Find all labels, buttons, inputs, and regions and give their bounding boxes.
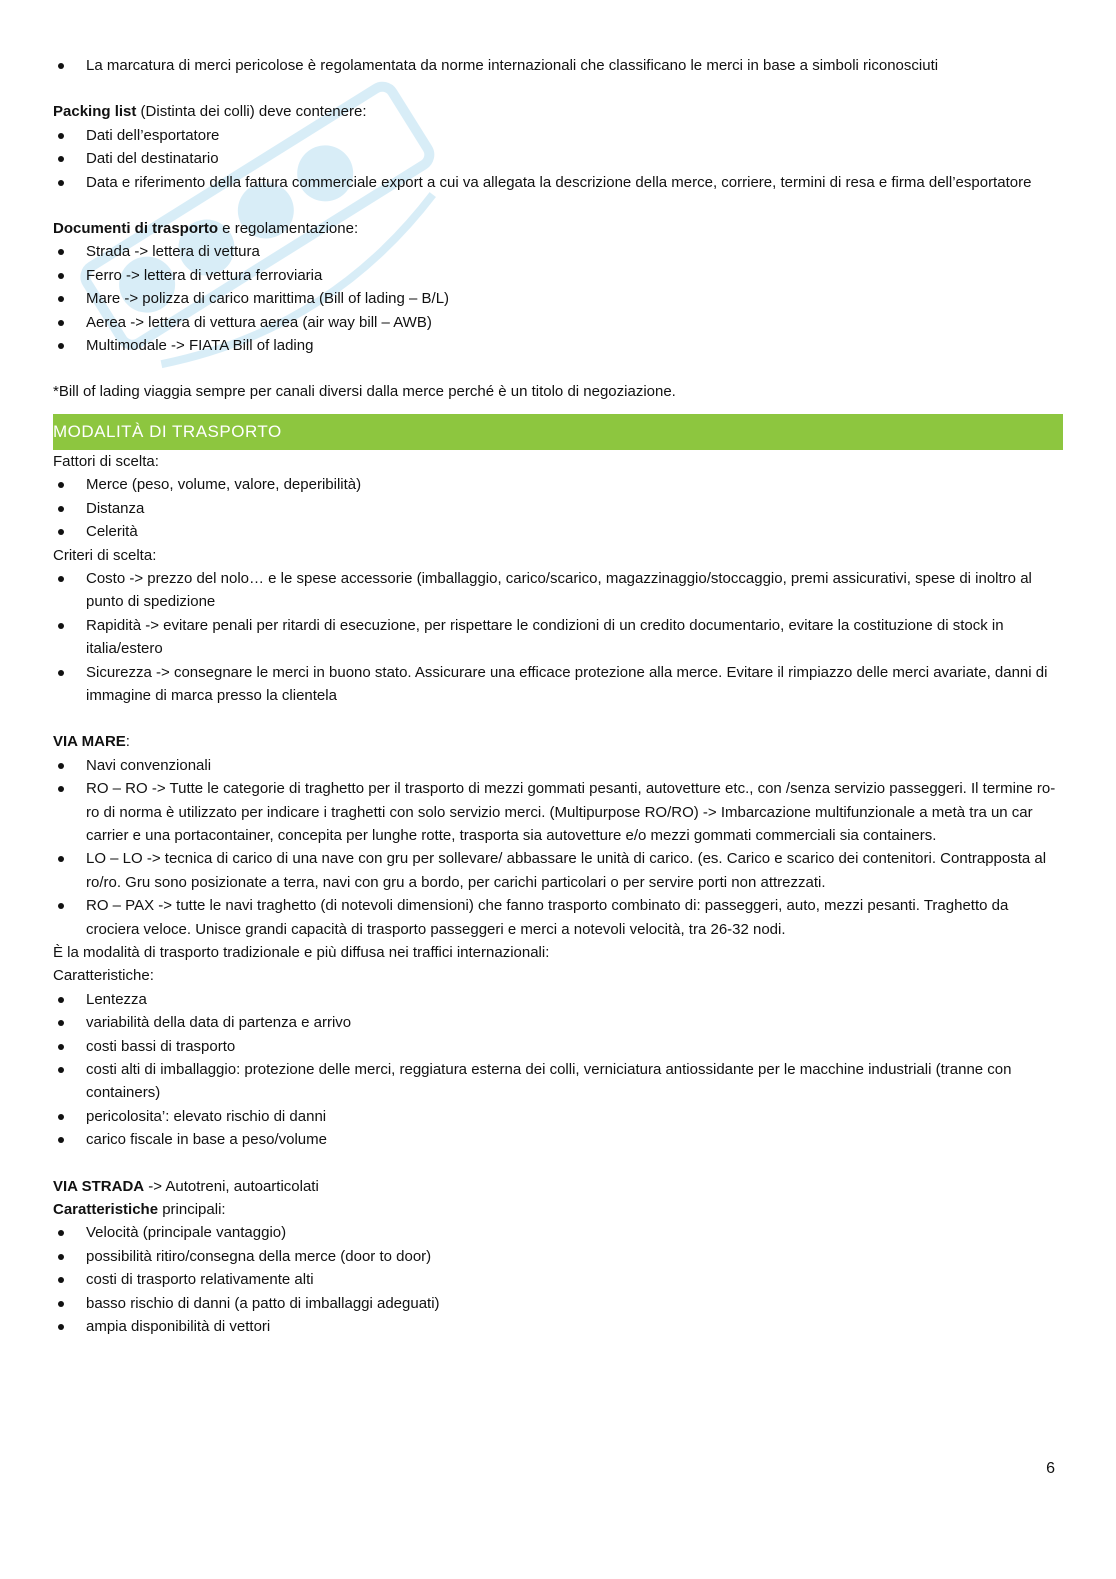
list-item: LO – LO -> tecnica di carico di una nave con gru per sollevare/ abbassare le unità di carico. (es. Carico e scarico dei contenitori. Contrapposta al ro/ro. Gru sono posizionate a terra, navi con gru a bordo, per carichi particolari o per servire porti non attrezzati.	[53, 847, 1063, 894]
section-heading: MODALITÀ DI TRASPORTO	[53, 414, 1063, 450]
list-item: Data e riferimento della fattura commerciale export a cui va allegata la descrizione della merce, corriere, termini di resa e firma dell’esportatore	[53, 171, 1063, 194]
list-item: Distanza	[53, 497, 1063, 520]
list-item: variabilità della data di partenza e arrivo	[53, 1011, 1063, 1034]
factors-list	[53, 473, 1063, 543]
list-item: Dati dell’esportatore	[53, 124, 1063, 147]
list-item: costi alti di imballaggio: protezione delle merci, reggiatura esterna dei colli, verniciatura antiossidante per le macchine industriali (tranne con containers)	[53, 1058, 1063, 1105]
list-item: Celerità	[53, 520, 1063, 543]
list-item: Dati del destinatario	[53, 147, 1063, 170]
list-item: Lentezza	[53, 988, 1063, 1011]
list-item: pericolosita’: elevato rischio di danni	[53, 1105, 1063, 1128]
list-item: La marcatura di merci pericolose è regolamentata da norme internazionali che classificano le merci in base a simboli riconosciuti	[53, 54, 1063, 77]
list-item: Multimodale -> FIATA Bill of lading	[53, 334, 1063, 357]
packing-list	[53, 124, 1063, 194]
page-number: 6	[1046, 1460, 1055, 1477]
via-mare-characteristics	[53, 988, 1063, 1152]
via-strada-char-label: Caratteristiche principali:	[53, 1201, 226, 1219]
list-item: Rapidità -> evitare penali per ritardi di esecuzione, per rispettare le condizioni di un credito documentario, evitare la costituzione di stock in italia/estero	[53, 614, 1063, 661]
via-mare-summary: È la modalità di trasporto tradizionale e più diffusa nei traffici internazionali:	[53, 944, 550, 961]
via-mare-title: VIA MARE:	[53, 733, 130, 751]
criteria-list	[53, 567, 1063, 707]
list-item: Aerea -> lettera di vettura aerea (air way bill – AWB)	[53, 311, 1063, 334]
list-item: Ferro -> lettera di vettura ferroviaria	[53, 264, 1063, 287]
list-item: Costo -> prezzo del nolo… e le spese accessorie (imballaggio, carico/scarico, magazzinaggio/stoccaggio, premi assicurativi, spese di inoltro al punto di spedizione	[53, 567, 1063, 614]
list-item: basso rischio di danni (a patto di imballaggi adeguati)	[53, 1292, 1063, 1315]
list-item: costi di trasporto relativamente alti	[53, 1268, 1063, 1291]
packing-list-title: Packing list (Distinta dei colli) deve contenere:	[53, 103, 367, 121]
bill-of-lading-note: *Bill of lading viaggia sempre per canali diversi dalla merce perché è un titolo di negoziazione.	[53, 383, 676, 401]
via-mare-list	[53, 754, 1063, 941]
list-item: carico fiscale in base a peso/volume	[53, 1128, 1063, 1151]
list-item: ampia disponibilità di vettori	[53, 1315, 1063, 1338]
criteria-label: Criteri di scelta:	[53, 546, 157, 564]
document-page	[53, 54, 1063, 1339]
list-item: RO – PAX -> tutte le navi traghetto (di notevoli dimensioni) che fanno trasporto combinato di: passeggeri, auto, mezzi pesanti. Traghetto da crociera veloce. Unisce grandi capacità di trasporto passeggeri e merci a notevoli velocità, tra 26-32 nodi.	[53, 894, 1063, 941]
transport-docs-title: Documenti di trasporto e regolamentazione:	[53, 220, 359, 238]
via-strada-title: VIA STRADA -> Autotreni, autoarticolati	[53, 1177, 319, 1195]
list-item: RO – RO -> Tutte le categorie di traghetto per il trasporto di mezzi gommati pesanti, autovetture etc., con /senza servizio passeggeri. Il termine ro-ro di norma è utilizzato per indicare i traghetti con solo servizio merci. (Multipurpose RO/RO) -> Imbarcazione multifunzionale a metà tra un car carrier e una portacontainer, concepita per lunghe rotte, trasporta sia autovetture e/o mezzi gommati commerciali sia containers.	[53, 777, 1063, 847]
transport-docs-list	[53, 240, 1063, 357]
via-mare-char-label: Caratteristiche:	[53, 967, 154, 985]
list-item: possibilità ritiro/consegna della merce (door to door)	[53, 1245, 1063, 1268]
list-item: Navi convenzionali	[53, 754, 1063, 777]
list-item: Merce (peso, volume, valore, deperibilità)	[53, 473, 1063, 496]
list-item: Strada -> lettera di vettura	[53, 240, 1063, 263]
list-item: Mare -> polizza di carico marittima (Bill of lading – B/L)	[53, 287, 1063, 310]
list-item: Velocità (principale vantaggio)	[53, 1221, 1063, 1244]
list-item: Sicurezza -> consegnare le merci in buono stato. Assicurare una efficace protezione alla merce. Evitare il rimpiazzo delle merci avariate, danni di immagine di marca presso la clientela	[53, 661, 1063, 708]
factors-label: Fattori di scelta:	[53, 452, 159, 470]
intro-list	[53, 54, 1063, 77]
list-item: costi bassi di trasporto	[53, 1035, 1063, 1058]
via-strada-list	[53, 1221, 1063, 1338]
